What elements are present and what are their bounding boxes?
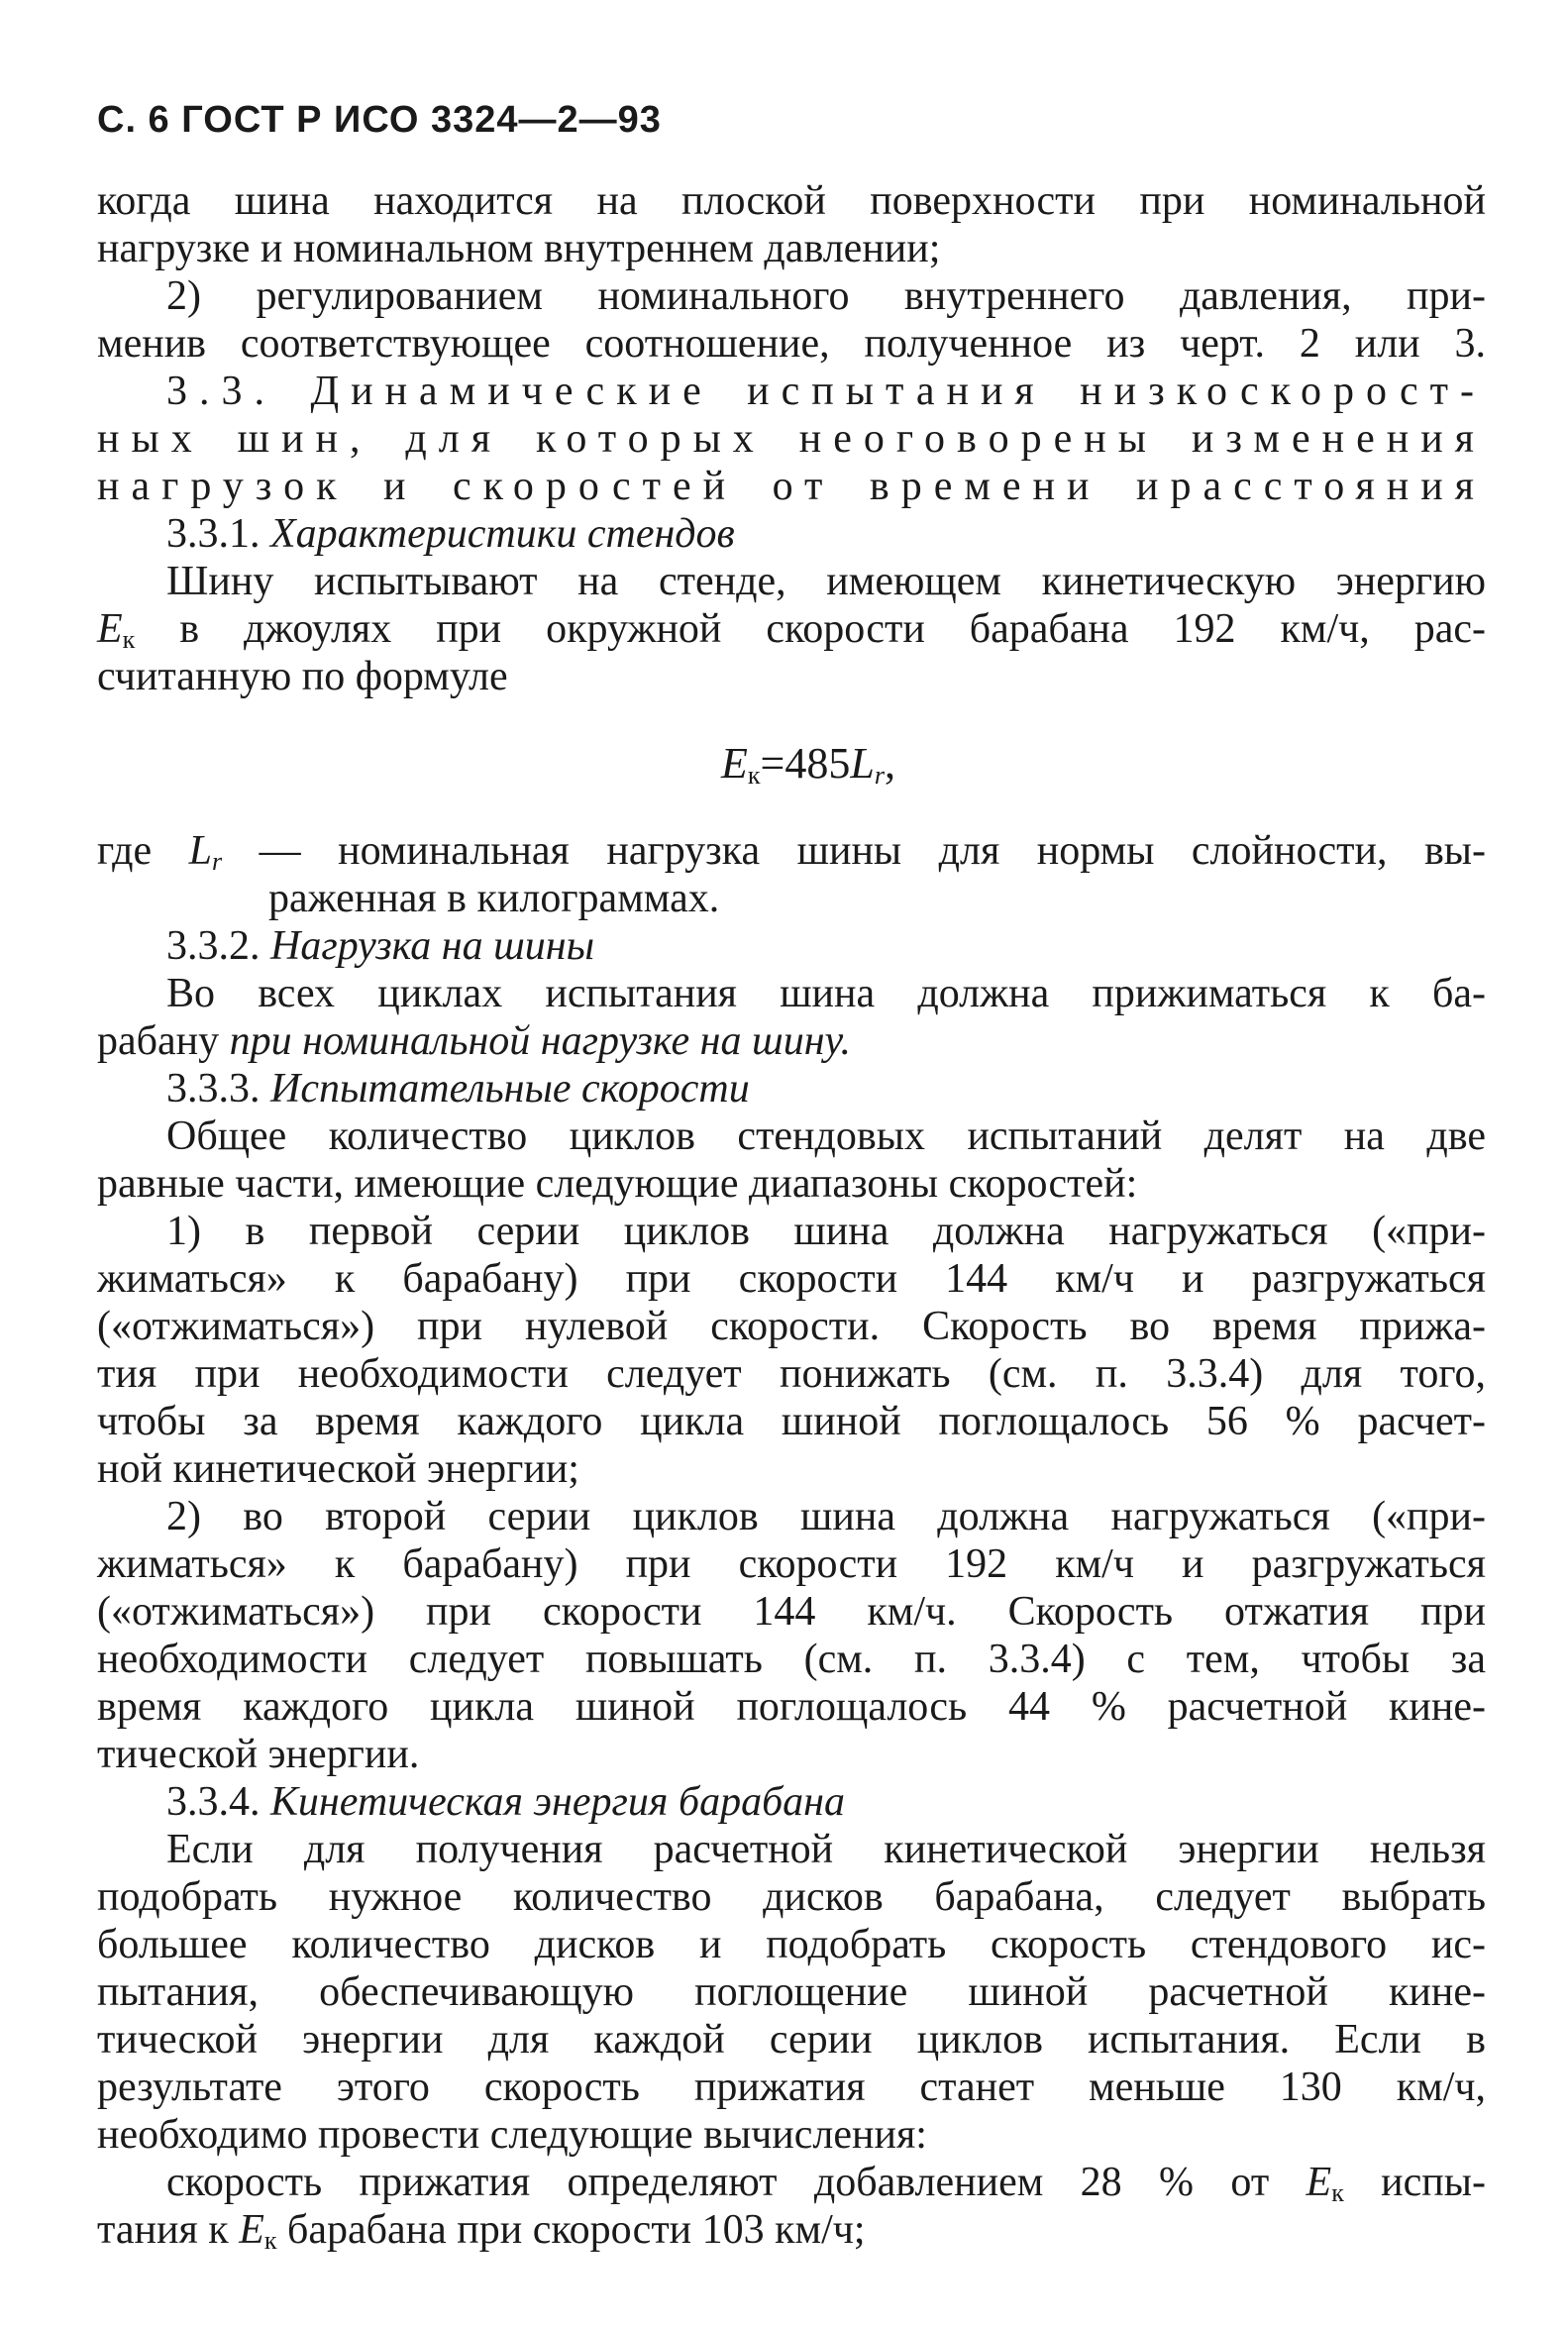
- text-fragment: рабану: [97, 1018, 230, 1064]
- section-heading: ных шин, для которых неоговорены изменения: [97, 416, 1486, 462]
- subsection-heading: [97, 510, 1486, 558]
- formula: [97, 740, 1486, 788]
- text-fragment: испы-: [1343, 2160, 1486, 2205]
- text-line: результате этого скорость прижатия станет меньше 130 км/ч,: [97, 2064, 1486, 2110]
- text-line: необходимости следует повышать (см. п. 3.3.4) с тем, чтобы за: [97, 1637, 1486, 1682]
- subsection-number: 3.3.3.: [166, 1066, 261, 1112]
- text-line: («отжиматься») при нулевой скорости. Скорость во время прижа-: [97, 1304, 1486, 1349]
- section-heading: нагрузок и скоростей от времени ирасстояния: [97, 464, 1486, 509]
- text-line: жиматься» к барабану) при скорости 192 км/ч и разгружаться: [97, 1541, 1486, 1587]
- text-line: ной кинетической энергии;: [97, 1446, 579, 1492]
- subsection-title: Испытательные скорости: [270, 1066, 750, 1112]
- subsection-title: Кинетическая энергия барабана: [270, 1779, 846, 1825]
- symbol-subscript: r: [212, 847, 223, 876]
- text-fragment: — номинальная нагрузка шины для нормы слойности, вы-: [222, 828, 1486, 874]
- symbol-subscript: к: [1331, 2178, 1344, 2207]
- text-line: равные части, имеющие следующие диапазоны скоростей:: [97, 1161, 1138, 1207]
- text-line: Шину испытывают на стенде, имеющем кинетическую энергию: [166, 559, 1486, 604]
- subsection-number: 3.3.4.: [166, 1779, 261, 1825]
- symbol-subscript: к: [122, 625, 136, 654]
- text-line: время каждого цикла шиной поглощалось 44 % расчетной кине-: [97, 1684, 1486, 1730]
- text-line: [97, 2206, 1486, 2254]
- definition-continuation: раженная в килограммах.: [268, 876, 720, 921]
- text-line: пытания, обеспечивающую поглощение шиной расчетной кине-: [97, 1969, 1486, 2015]
- formula-symbol: E: [721, 739, 748, 788]
- text-line: чтобы за время каждого цикла шиной поглощалось 56 % расчет-: [97, 1399, 1486, 1444]
- symbol-e: E: [239, 2207, 264, 2253]
- symbol-subscript: к: [263, 2226, 277, 2255]
- text-line: необходимо провести следующие вычисления:: [97, 2112, 927, 2158]
- text-line: 2) регулированием номинального внутреннего давления, при-: [166, 273, 1486, 319]
- subsection-title: Нагрузка на шины: [270, 923, 595, 969]
- text-fragment: барабана при скорости 103 км/ч;: [276, 2207, 866, 2253]
- page-header: С. 6 ГОСТ Р ИСО 3324—2—93: [97, 99, 662, 141]
- text-line: когда шина находится на плоской поверхности при номинальной: [97, 178, 1486, 224]
- text-line: Во всех циклах испытания шина должна прижиматься к ба-: [166, 971, 1486, 1016]
- section-heading: 3.3. Динамические испытания низкоскорост-: [166, 369, 1486, 414]
- text-fragment: скорость прижатия определяют добавлением 28 % от: [166, 2160, 1307, 2205]
- text-line: 2) во второй серии циклов шина должна нагружаться («при-: [166, 1494, 1486, 1539]
- subsection-number: 3.3.2.: [166, 923, 261, 969]
- text-line: подобрать нужное количество дисков барабана, следует выбрать: [97, 1874, 1486, 1920]
- symbol-e: E: [1306, 2160, 1332, 2205]
- subsection-number: 3.3.1.: [166, 511, 261, 557]
- text-line: [97, 605, 1486, 653]
- text-line: 1) в первой серии циклов шина должна нагружаться («при-: [166, 1209, 1486, 1254]
- text-line: [97, 1017, 1486, 1065]
- formula-variable: L: [850, 739, 875, 788]
- subsection-title: Характеристики стендов: [270, 511, 735, 557]
- text-fragment: в джоулях при окружной скорости барабана 192 км/ч, рас-: [135, 606, 1486, 652]
- text-line: тия при необходимости следует понижать (см. п. 3.3.4) для того,: [97, 1351, 1486, 1397]
- text-fragment: тания к: [97, 2207, 240, 2253]
- formula-comma: ,: [884, 739, 895, 788]
- where-word: где: [97, 828, 189, 874]
- text-line: считанную по формуле: [97, 654, 508, 699]
- formula-subscript: к: [747, 761, 761, 790]
- symbol-e: E: [97, 606, 123, 652]
- subsection-heading: [97, 1778, 1486, 1826]
- text-line: менив соответствующее соотношение, полученное из черт. 2 или 3.: [97, 321, 1486, 367]
- subsection-heading: [97, 1065, 1486, 1112]
- symbol-l: L: [188, 828, 212, 874]
- text-line: тической энергии.: [97, 1732, 420, 1777]
- text-line: нагрузке и номинальном внутреннем давлении;: [97, 226, 941, 271]
- definition-line: [97, 827, 1486, 875]
- text-line: [97, 2159, 1486, 2206]
- document-page: [97, 99, 1486, 2254]
- text-line: тической энергии для каждой серии циклов испытания. Если в: [97, 2017, 1486, 2063]
- text-line: («отжиматься») при скорости 144 км/ч. Скорость отжатия при: [97, 1589, 1486, 1635]
- italic-fragment: при номинальной нагрузке на шину.: [229, 1018, 852, 1064]
- subsection-heading: [97, 922, 1486, 970]
- text-line: большее количество дисков и подобрать скорость стендового ис-: [97, 1922, 1486, 1967]
- formula-variable-subscript: r: [874, 761, 885, 790]
- text-line: жиматься» к барабану) при скорости 144 км/ч и разгружаться: [97, 1256, 1486, 1302]
- formula-equals: =485: [760, 739, 851, 788]
- text-line: Если для получения расчетной кинетической энергии нельзя: [166, 1827, 1486, 1872]
- text-line: Общее количество циклов стендовых испытаний делят на две: [166, 1113, 1486, 1159]
